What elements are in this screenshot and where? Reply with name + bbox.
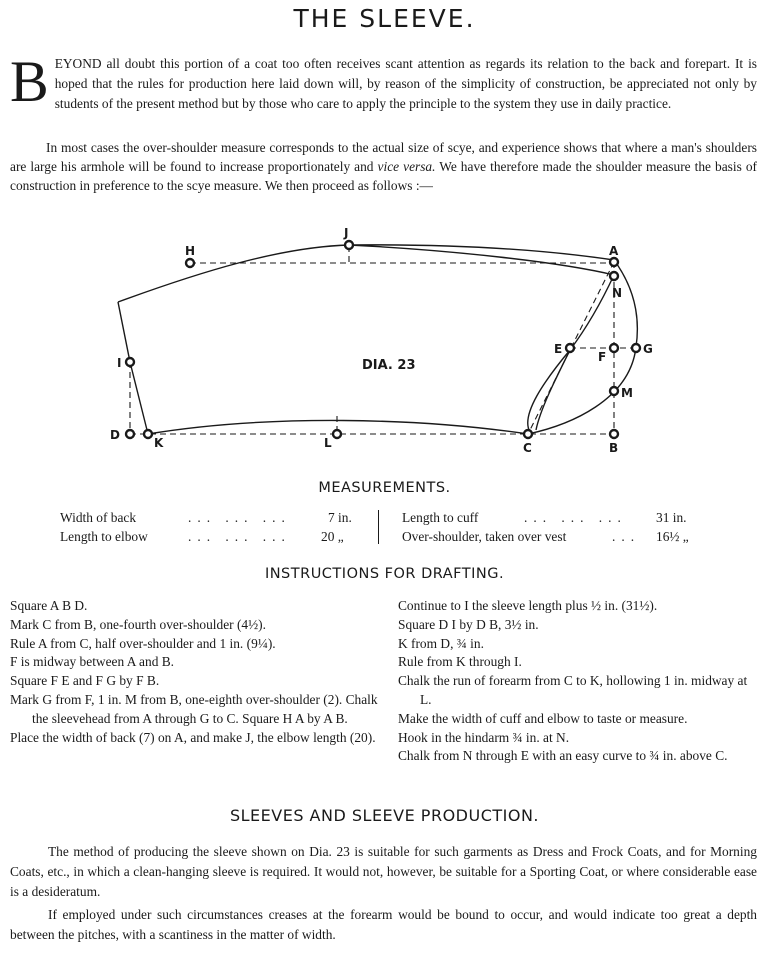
measurement-row: [402, 508, 720, 527]
instructions-right-column: [398, 597, 760, 766]
label-i: I: [117, 356, 122, 370]
point-l: [333, 430, 341, 438]
shoulder-text-a: In most cases the over-shoulder measure corresponds to the actual size of scye, and experience shows that where a man's shoulders are large his armhole will be found to increase proportionately and: [10, 140, 757, 174]
instructions-heading: INSTRUCTIONS FOR DRAFTING.: [264, 566, 505, 582]
instruction-item: Hook in the hindarm ¾ in. at N.: [398, 729, 570, 745]
back-seam-line: [118, 302, 148, 434]
instruction-item: Mark C from B, one-fourth over-shoulder (4½).: [10, 616, 266, 632]
measurement-label: Length to cuff: [402, 510, 479, 525]
sleeve-top-line-2: [349, 245, 614, 275]
measurement-dots: ... ... ...: [188, 529, 291, 544]
instruction-item: Rule from K through I.: [398, 654, 522, 670]
label-c: C: [523, 441, 532, 455]
instructions-left-column: [10, 597, 378, 747]
diagram-label: DIA. 23: [362, 358, 416, 373]
instruction-item: Square A B D.: [10, 598, 88, 613]
measurements-divider: [378, 510, 379, 544]
point-f: [610, 344, 618, 352]
measurement-dots: ...: [612, 529, 641, 544]
measurement-label: Over-shoulder, taken over vest: [402, 529, 567, 544]
label-n: N: [612, 286, 623, 300]
instruction-item: K from D, ¾ in.: [398, 635, 484, 651]
instruction-item: Chalk the run of forearm from C to K, hollowing 1 in. midway at L.: [398, 673, 748, 707]
point-m: [610, 387, 618, 395]
point-c: [524, 430, 532, 438]
instruction-item: Mark G from F, 1 in. M from B, one-eighth over-shoulder (2). Chalk the sleevehead from A through G to C. Square H A by A B.: [10, 691, 378, 726]
shoulder-text-italic: vice versa.: [377, 159, 436, 174]
measurement-value: 31 in.: [656, 510, 687, 525]
measurement-row: [60, 508, 360, 527]
measurements-right-column: [402, 508, 720, 546]
point-h: [186, 259, 194, 267]
sleeve-diagram: [0, 220, 769, 465]
label-e: E: [554, 342, 563, 356]
intro-text: EYOND all doubt this portion of a coat too often receives scant attention as regards its relation to the back and forepart. It is hoped that the rules for production here laid down will, by reason of the simplicity of construction, be appreciated not only by students of the present method but by those who care to apply the principle to the system they use in daily practice.: [54, 56, 757, 111]
measurement-value: 7 in.: [328, 510, 352, 525]
measurement-label: Length to elbow: [60, 529, 148, 544]
instruction-item: Chalk from N through E with an easy curve to ¾ in. above C.: [398, 748, 728, 764]
point-k: [144, 430, 152, 438]
measurement-dots: ... ... ...: [524, 510, 627, 525]
intro-paragraph: [10, 49, 757, 114]
instruction-item: Continue to I the sleeve length plus ½ in. (31½).: [398, 598, 658, 613]
measurement-label: Width of back: [60, 510, 137, 525]
label-a: A: [609, 244, 619, 258]
label-f: F: [598, 350, 607, 364]
instruction-item: Square F E and F G by F B.: [10, 673, 160, 689]
measurement-value: 20 „: [321, 529, 344, 544]
production-paragraph: The method of producing the sleeve shown on Dia. 23 is suitable for such garments as Dress and Frock Coats, and for Morning Coats, etc., in which a clean-hanging sleeve is required. It would not, however, be suitable for a Sporting Coat, or where considerable ease is a desideratum.: [10, 844, 757, 899]
label-l: L: [324, 436, 332, 450]
label-m: M: [621, 386, 633, 400]
page-title: THE SLEEVE.: [293, 4, 476, 33]
measurement-dots: ... ... ...: [188, 510, 291, 525]
point-a: [610, 258, 618, 266]
label-b: B: [609, 441, 619, 455]
point-g: [632, 344, 640, 352]
label-d: D: [110, 428, 120, 442]
measurement-value: 16½ „: [656, 529, 689, 544]
measurement-row: [402, 527, 720, 546]
label-j: J: [344, 226, 349, 240]
label-h: H: [185, 244, 196, 258]
production-heading: SLEEVES AND SLEEVE PRODUCTION.: [229, 806, 540, 825]
measurements-table: [60, 508, 720, 548]
point-j: [345, 241, 353, 249]
label-k: K: [154, 436, 164, 450]
point-e: [566, 344, 574, 352]
shoulder-text-b: We have therefore made the shoulder measure the basis of construction in preference to the scye measure. We then proceed as follows :—: [10, 159, 757, 193]
point-i: [126, 358, 134, 366]
drop-cap: B: [10, 49, 49, 114]
instruction-item: Make the width of cuff and elbow to taste or measure.: [398, 710, 688, 726]
point-d: [126, 430, 134, 438]
instruction-item: Rule A from C, half over-shoulder and 1 in. (9¼).: [10, 635, 276, 651]
measurement-row: [60, 527, 360, 546]
instruction-item: Place the width of back (7) on A, and make J, the elbow length (20).: [10, 729, 376, 745]
production-paragraph: If employed under such circumstances creases at the forearm would be bound to occur, and would indicate too great a depth between the pitches, with a scantiness in the matter of width.: [10, 907, 757, 942]
point-n: [610, 272, 618, 280]
instruction-item: Square D I by D B, 3½ in.: [398, 616, 539, 632]
point-b: [610, 430, 618, 438]
measurements-left-column: [60, 508, 360, 546]
label-g: G: [643, 342, 653, 356]
shoulder-paragraph: [10, 138, 757, 195]
measurements-heading: MEASUREMENTS.: [318, 480, 451, 496]
instruction-item: F is midway between A and B.: [10, 654, 175, 670]
